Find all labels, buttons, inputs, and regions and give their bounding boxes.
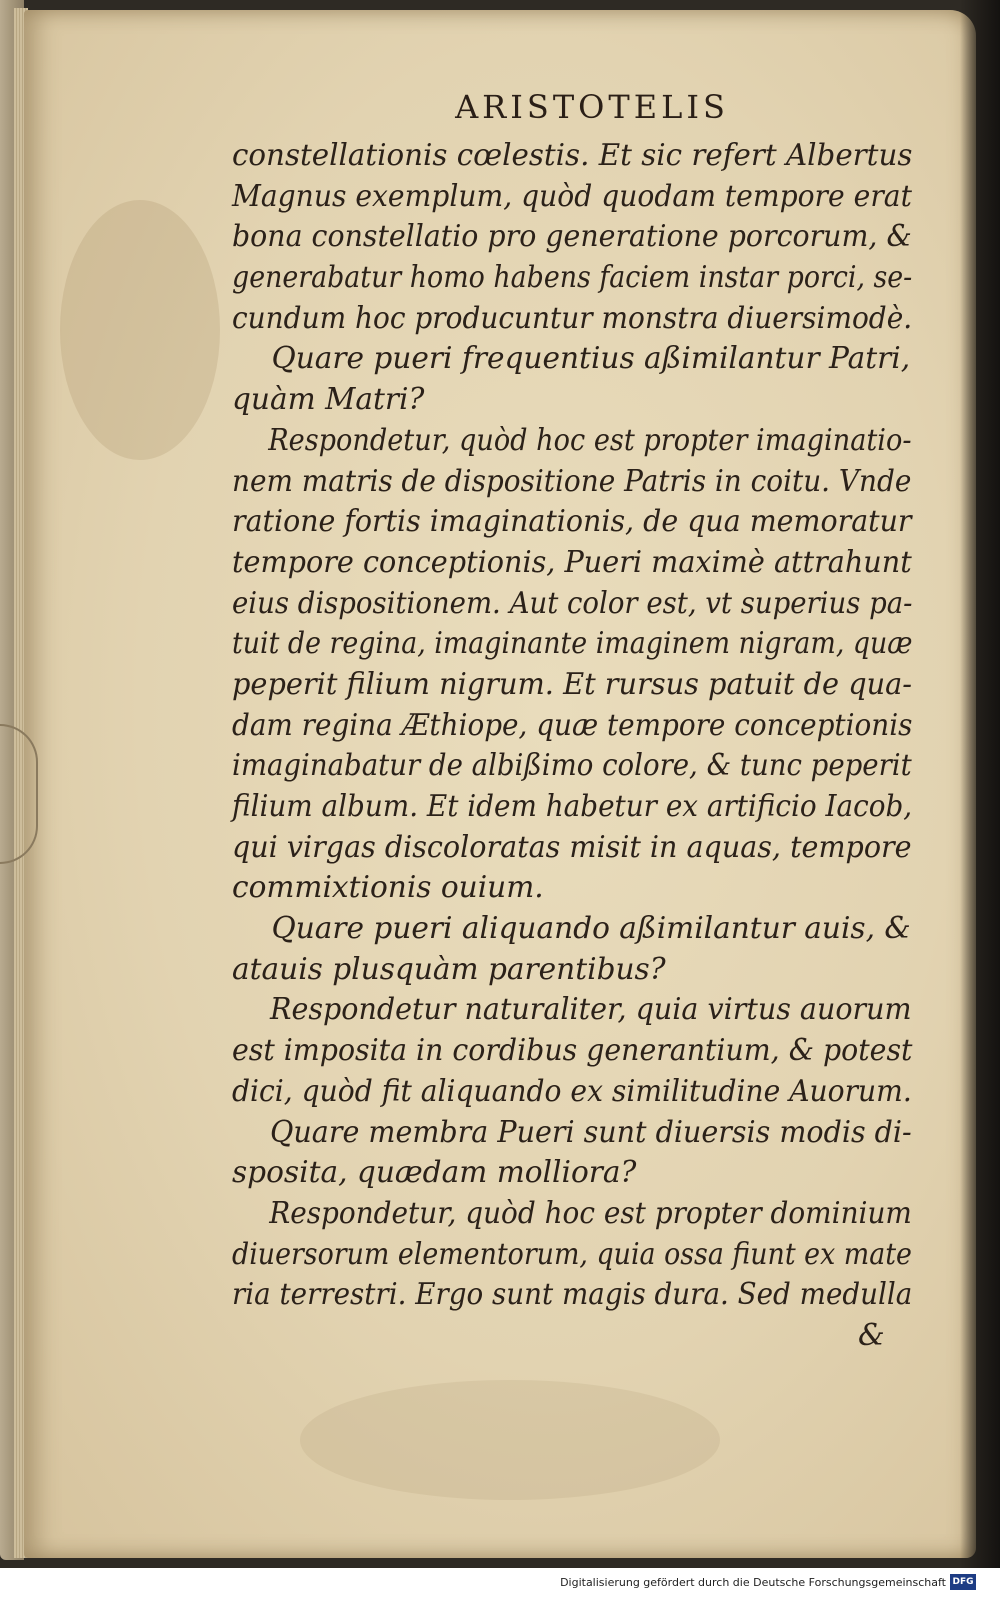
dfg-logo: DFG [950,1574,976,1590]
text-line: sposita, quædam molliora? [232,1155,637,1191]
text-line: commixtionis ouium. [232,870,544,906]
text-line: ratione fortis imaginationis, de qua memoratur [232,504,912,540]
catchword: & [858,1318,885,1353]
text-line: filium album. Et idem habetur ex artificio Iacob, [232,789,913,824]
text-lines [232,136,922,1316]
text-line: cundum hoc producuntur monstra diuersimodè. [232,300,913,336]
text-line: tempore conceptionis, Pueri maximè attrahunt [232,544,912,580]
text-line: est imposita in cordibus generantium, & potest [232,1033,913,1069]
text-line: constellationis cœlestis. Et sic refert Albertus [232,138,913,173]
running-head: ARISTOTELIS [455,88,729,126]
text-line: Quare pueri aliquando aßimilantur auis, & [271,911,911,947]
text-line: nem matris de dispositione Patris in coitu. Vnde [232,463,912,499]
text-line: diuersorum elementorum, quia ossa fiunt ex mate [232,1236,912,1272]
text-line: bona constellatio pro generatione porcorum, & [232,219,912,255]
text-line: Respondetur, quòd hoc est propter imaginatio- [268,422,912,458]
page-gutter-shadow [960,0,1000,1568]
text-line: Respondetur naturaliter, quia virtus auorum [270,992,912,1028]
text-line: Quare membra Pueri sunt diuersis modis di- [270,1114,912,1150]
text-line: ria terrestri. Ergo sunt magis dura. Sed medulla [232,1277,913,1313]
text-line: eius dispositionem. Aut color est, vt superius pa- [232,585,913,621]
text-line: dam regina Æthiope, quæ tempore conceptionis [232,707,913,743]
text-line: imaginabatur de albißimo colore, & tunc peperit [232,748,912,784]
text-line: qui virgas discoloratas misit in aquas, tempore [232,829,912,865]
text-line: generabatur homo habens faciem instar porci, se- [232,260,913,296]
text-line: tuit de regina, imaginante imaginem nigram, quæ [232,626,913,662]
text-block [232,88,922,1316]
paper-stain [60,200,220,460]
clasp-mark [0,724,38,864]
text-line: Quare pueri frequentius aßimilantur Patri, [271,341,911,377]
text-line: peperit filium nigrum. Et rursus patuit de qua- [232,666,913,702]
paper-stain [300,1380,720,1500]
text-line: atauis plusquàm parentibus? [232,951,666,987]
footer-credit: Digitalisierung gefördert durch die Deutsche Forschungsgemeinschaft [560,1576,946,1589]
text-line: quàm Matri? [232,382,425,418]
text-line: Respondetur, quòd hoc est propter dominium [269,1195,912,1231]
text-line: Magnus exemplum, quòd quodam tempore erat [232,178,912,214]
text-line: dici, quòd fit aliquando ex similitudine Auorum. [232,1073,912,1109]
